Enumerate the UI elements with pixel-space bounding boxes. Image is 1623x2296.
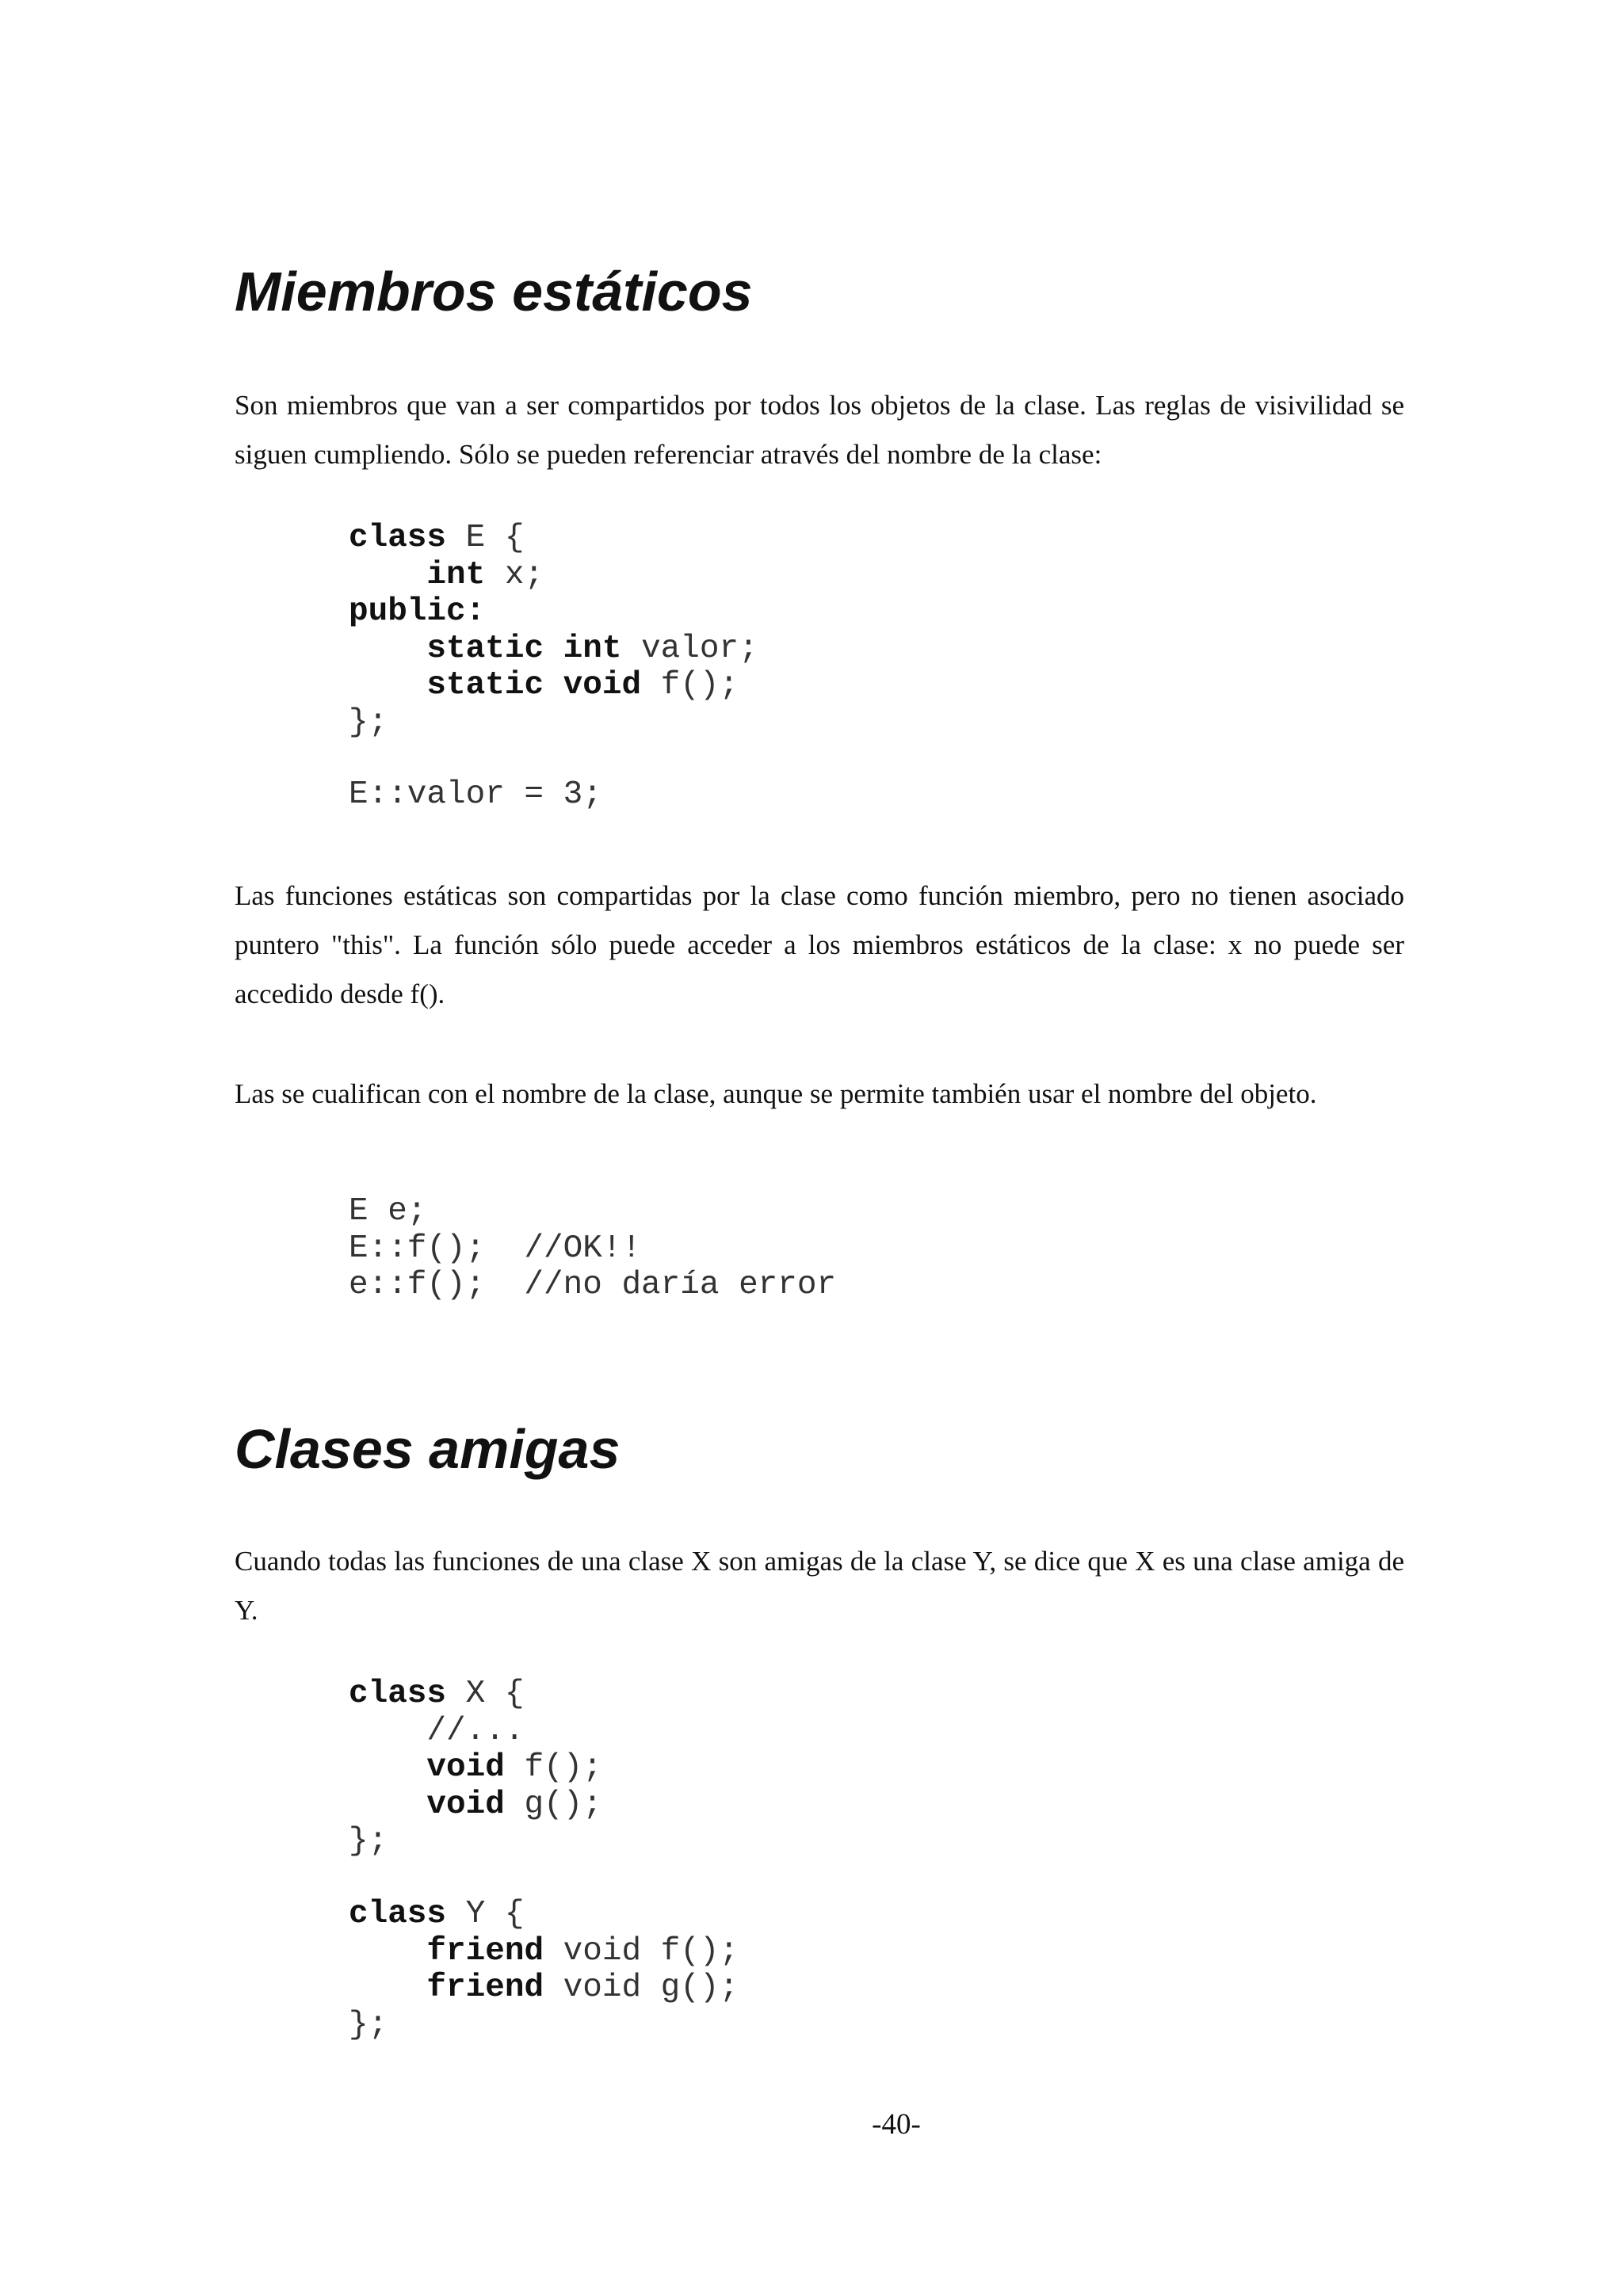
intro-paragraph-static-members: Son miembros que van a ser compartidos por todos los objetos de la clase. Las reglas de visivilidad se siguen cumpliendo. Sólo se pueden referenciar através del nombre de la clase: [235,390,1404,470]
page-number: -40- [872,2108,921,2141]
code-keyword: public: [349,593,486,630]
code-text: void g(); [544,1970,739,2006]
code-keyword: void [426,1786,505,1823]
code-block-class-e [349,520,758,741]
intro-paragraph-friend-classes: Cuando todas las funciones de una clase X son amigas de la clase Y, se dice que X es una clase amiga de Y. [235,1546,1404,1626]
code-keyword: class [349,1896,447,1932]
code-text: valor; [621,630,758,667]
code-keyword: class [349,1676,447,1712]
code-text: f(); [504,1749,602,1786]
code-comment: //... [426,1712,525,1749]
code-text: x; [485,556,544,593]
code-block-class-x [349,1676,602,1860]
code-keyword: static int [426,630,622,667]
code-line: E e; [349,1193,427,1230]
code-text: }; [349,2006,388,2043]
code-line: E::f(); //OK!! [349,1230,642,1267]
code-keyword: void [426,1749,505,1786]
code-keyword: friend [426,1970,544,2006]
section-title-miembros-estaticos: Miembros estáticos [235,261,753,322]
code-keyword: static void [426,667,642,704]
code-text: }; [349,1823,388,1859]
code-text: g(); [504,1786,602,1823]
code-block-class-y [349,1896,739,2043]
code-text: f(); [641,667,739,704]
paragraph-qualification: Las se cualifican con el nombre de la clase, aunque se permite también usar el nombre del objeto. [235,1078,1317,1109]
code-line: e::f(); //no daría error [349,1267,837,1303]
code-text: void f(); [544,1932,739,1970]
code-block-object-call [349,1193,836,1304]
code-keyword: friend [426,1932,544,1970]
code-line-static-assignment: E::valor = 3; [349,776,602,813]
section-title-clases-amigas: Clases amigas [235,1418,621,1480]
code-text: E { [446,520,525,556]
paragraph-static-functions: Las funciones estáticas son compartidas por la clase como función miembro, pero no tienen asociado puntero "this". La función sólo puede acceder a los miembros estáticos de la clase: x no puede ser accedido desde f(). [235,880,1404,1009]
code-text: X { [446,1676,525,1712]
code-keyword: int [426,556,486,593]
code-text: }; [349,704,388,741]
code-text: Y { [446,1896,525,1932]
code-keyword: class [349,520,447,556]
